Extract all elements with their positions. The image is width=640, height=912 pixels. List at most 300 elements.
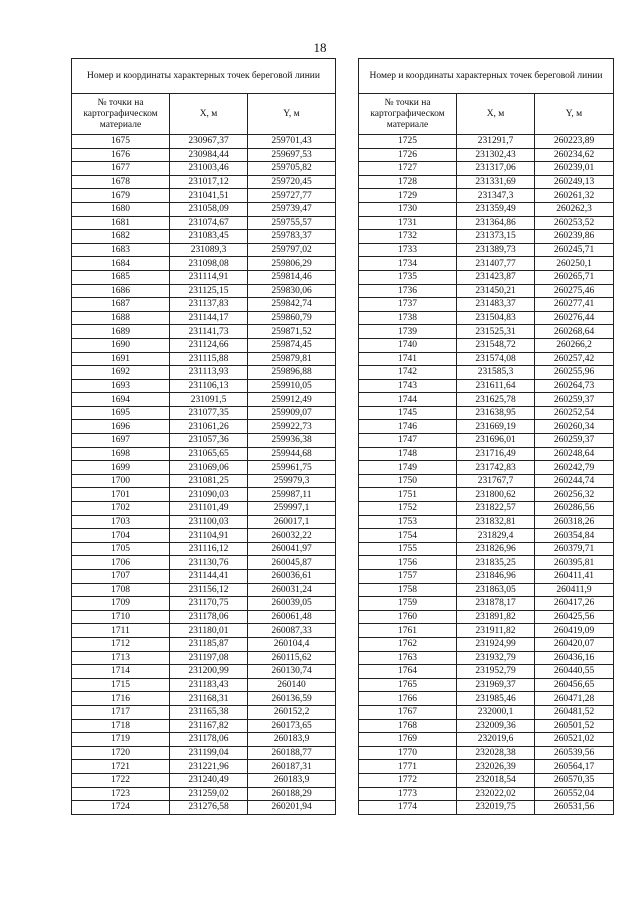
table-row [359,447,614,461]
cell-point-number: 1766 [359,692,457,706]
cell-point-number: 1686 [72,284,170,298]
cell-y-coordinate: 260265,71 [535,270,614,284]
cell-point-number: 1726 [359,148,457,162]
cell-point-number: 1759 [359,597,457,611]
table-row [72,420,336,434]
table-row [72,474,336,488]
cell-x-coordinate: 231197,08 [170,651,248,665]
cell-point-number: 1684 [72,257,170,271]
cell-y-coordinate: 260539,56 [535,746,614,760]
cell-point-number: 1774 [359,801,457,815]
table-row [72,311,336,325]
cell-y-coordinate: 260521,02 [535,733,614,747]
table-row [359,270,614,284]
cell-x-coordinate: 231302,43 [457,148,535,162]
cell-y-coordinate: 260276,44 [535,311,614,325]
cell-point-number: 1720 [72,746,170,760]
cell-y-coordinate: 260017,1 [248,515,336,529]
table-row [359,393,614,407]
cell-x-coordinate: 231504,83 [457,311,535,325]
cell-point-number: 1768 [359,719,457,733]
cell-x-coordinate: 231125,15 [170,284,248,298]
table-row [72,678,336,692]
cell-point-number: 1762 [359,637,457,651]
table-row [72,651,336,665]
table-row [359,597,614,611]
page-number: 18 [313,40,327,55]
cell-x-coordinate: 232028,38 [457,746,535,760]
cell-y-coordinate: 260041,97 [248,542,336,556]
cell-x-coordinate: 231065,65 [170,447,248,461]
table-body [359,135,614,815]
cell-y-coordinate: 260253,52 [535,216,614,230]
cell-point-number: 1724 [72,801,170,815]
cell-point-number: 1738 [359,311,457,325]
cell-point-number: 1727 [359,162,457,176]
cell-y-coordinate: 259896,88 [248,366,336,380]
cell-point-number: 1761 [359,624,457,638]
cell-y-coordinate: 259739,47 [248,202,336,216]
cell-point-number: 1715 [72,678,170,692]
table-row [72,719,336,733]
table-row [72,379,336,393]
cell-x-coordinate: 231364,86 [457,216,535,230]
cell-point-number: 1730 [359,202,457,216]
cell-point-number: 1754 [359,529,457,543]
table-row [72,461,336,475]
table-row [359,434,614,448]
cell-y-coordinate: 259705,82 [248,162,336,176]
table-row [359,570,614,584]
cell-point-number: 1705 [72,542,170,556]
cell-point-number: 1692 [72,366,170,380]
cell-x-coordinate: 231525,31 [457,325,535,339]
cell-x-coordinate: 231832,81 [457,515,535,529]
cell-x-coordinate: 231331,69 [457,175,535,189]
table-row [72,284,336,298]
cell-x-coordinate: 231074,67 [170,216,248,230]
table-row [72,665,336,679]
cell-y-coordinate: 260419,09 [535,624,614,638]
cell-point-number: 1677 [72,162,170,176]
cell-x-coordinate: 231061,26 [170,420,248,434]
table-row [359,243,614,257]
table-row [359,502,614,516]
table-row [72,502,336,516]
cell-point-number: 1750 [359,474,457,488]
table-row [359,352,614,366]
cell-point-number: 1728 [359,175,457,189]
cell-y-coordinate: 260188,77 [248,746,336,760]
cell-y-coordinate: 260471,28 [535,692,614,706]
cell-point-number: 1713 [72,651,170,665]
cell-x-coordinate: 231156,12 [170,583,248,597]
table-row [72,406,336,420]
table-row [359,175,614,189]
cell-y-coordinate: 260188,29 [248,787,336,801]
cell-y-coordinate: 260262,3 [535,202,614,216]
table-row [359,230,614,244]
cell-x-coordinate: 231100,03 [170,515,248,529]
table-row [359,379,614,393]
cell-point-number: 1763 [359,651,457,665]
cell-x-coordinate: 231089,3 [170,243,248,257]
cell-y-coordinate: 260259,37 [535,434,614,448]
table-row [72,393,336,407]
cell-point-number: 1688 [72,311,170,325]
column-header-x: X, м [457,94,535,135]
cell-y-coordinate: 260183,9 [248,773,336,787]
cell-point-number: 1696 [72,420,170,434]
table-row [72,556,336,570]
cell-point-number: 1756 [359,556,457,570]
table-row [359,787,614,801]
cell-point-number: 1732 [359,230,457,244]
cell-y-coordinate: 259783,37 [248,230,336,244]
cell-point-number: 1760 [359,610,457,624]
cell-y-coordinate: 260173,65 [248,719,336,733]
table-title: Номер и координаты характерных точек береговой линии [72,59,336,94]
cell-y-coordinate: 259842,74 [248,298,336,312]
cell-point-number: 1758 [359,583,457,597]
cell-x-coordinate: 231114,91 [170,270,248,284]
cell-y-coordinate: 259874,45 [248,338,336,352]
cell-point-number: 1729 [359,189,457,203]
table-row [72,597,336,611]
column-header-y: Y, м [535,94,614,135]
cell-y-coordinate: 260354,84 [535,529,614,543]
cell-y-coordinate: 259755,57 [248,216,336,230]
table-row [72,583,336,597]
cell-point-number: 1723 [72,787,170,801]
table-row [359,719,614,733]
cell-point-number: 1676 [72,148,170,162]
table-row [72,243,336,257]
cell-x-coordinate: 231167,82 [170,719,248,733]
cell-point-number: 1681 [72,216,170,230]
cell-point-number: 1712 [72,637,170,651]
cell-y-coordinate: 260039,05 [248,597,336,611]
table-row [359,542,614,556]
cell-y-coordinate: 259727,77 [248,189,336,203]
cell-point-number: 1739 [359,325,457,339]
column-header-y: Y, м [248,94,336,135]
cell-y-coordinate: 260417,26 [535,597,614,611]
cell-point-number: 1737 [359,298,457,312]
cell-x-coordinate: 231180,01 [170,624,248,638]
table-row [359,624,614,638]
cell-y-coordinate: 259910,05 [248,379,336,393]
cell-x-coordinate: 231144,17 [170,311,248,325]
cell-y-coordinate: 260395,81 [535,556,614,570]
cell-point-number: 1721 [72,760,170,774]
table-row [359,746,614,760]
cell-y-coordinate: 260564,17 [535,760,614,774]
cell-y-coordinate: 260140 [248,678,336,692]
table-row [359,637,614,651]
cell-point-number: 1695 [72,406,170,420]
table-row [359,366,614,380]
cell-y-coordinate: 260425,56 [535,610,614,624]
cell-x-coordinate: 231359,49 [457,202,535,216]
cell-y-coordinate: 260104,4 [248,637,336,651]
table-row [359,202,614,216]
cell-point-number: 1682 [72,230,170,244]
table-row [72,624,336,638]
cell-point-number: 1708 [72,583,170,597]
table-row [359,406,614,420]
cell-y-coordinate: 260261,32 [535,189,614,203]
cell-point-number: 1714 [72,665,170,679]
cell-x-coordinate: 231911,82 [457,624,535,638]
cell-x-coordinate: 231098,08 [170,257,248,271]
cell-point-number: 1770 [359,746,457,760]
table-row [72,637,336,651]
cell-point-number: 1742 [359,366,457,380]
cell-point-number: 1716 [72,692,170,706]
cell-x-coordinate: 231183,43 [170,678,248,692]
table-row [72,760,336,774]
cell-x-coordinate: 230967,37 [170,135,248,149]
cell-x-coordinate: 231137,83 [170,298,248,312]
cell-y-coordinate: 260264,73 [535,379,614,393]
cell-x-coordinate: 231057,36 [170,434,248,448]
cell-point-number: 1697 [72,434,170,448]
cell-y-coordinate: 260032,22 [248,529,336,543]
table-row [72,529,336,543]
cell-point-number: 1680 [72,202,170,216]
table-body [72,135,336,815]
cell-point-number: 1733 [359,243,457,257]
cell-y-coordinate: 260436,16 [535,651,614,665]
table-row [72,705,336,719]
cell-point-number: 1693 [72,379,170,393]
cell-x-coordinate: 231625,78 [457,393,535,407]
cell-x-coordinate: 231017,12 [170,175,248,189]
cell-x-coordinate: 232019,6 [457,733,535,747]
cell-x-coordinate: 231221,96 [170,760,248,774]
cell-y-coordinate: 260045,87 [248,556,336,570]
cell-x-coordinate: 231548,72 [457,338,535,352]
table-row [72,298,336,312]
cell-x-coordinate: 232009,36 [457,719,535,733]
cell-x-coordinate: 231291,7 [457,135,535,149]
cell-y-coordinate: 259830,06 [248,284,336,298]
cell-x-coordinate: 231058,09 [170,202,248,216]
cell-y-coordinate: 260257,42 [535,352,614,366]
cell-point-number: 1751 [359,488,457,502]
cell-x-coordinate: 231924,99 [457,637,535,651]
cell-point-number: 1702 [72,502,170,516]
cell-point-number: 1707 [72,570,170,584]
cell-y-coordinate: 259797,02 [248,243,336,257]
table-row [72,733,336,747]
cell-point-number: 1744 [359,393,457,407]
cell-y-coordinate: 260552,04 [535,787,614,801]
cell-x-coordinate: 231115,88 [170,352,248,366]
cell-point-number: 1675 [72,135,170,149]
cell-point-number: 1678 [72,175,170,189]
cell-x-coordinate: 231113,93 [170,366,248,380]
cell-x-coordinate: 231800,62 [457,488,535,502]
cell-point-number: 1745 [359,406,457,420]
left-coordinates-table [71,58,336,815]
table-row [359,257,614,271]
cell-point-number: 1736 [359,284,457,298]
cell-y-coordinate: 260201,94 [248,801,336,815]
cell-y-coordinate: 260187,31 [248,760,336,774]
table-row [72,610,336,624]
cell-y-coordinate: 259961,75 [248,461,336,475]
table-row [72,230,336,244]
cell-x-coordinate: 231168,31 [170,692,248,706]
cell-y-coordinate: 259979,3 [248,474,336,488]
cell-y-coordinate: 260268,64 [535,325,614,339]
table-row [359,148,614,162]
table-row [359,692,614,706]
table-row [72,189,336,203]
cell-x-coordinate: 231101,49 [170,502,248,516]
cell-x-coordinate: 231141,73 [170,325,248,339]
table-row [72,162,336,176]
cell-x-coordinate: 231081,25 [170,474,248,488]
cell-y-coordinate: 260411,9 [535,583,614,597]
table-row [359,162,614,176]
cell-point-number: 1767 [359,705,457,719]
table-row [359,665,614,679]
cell-x-coordinate: 232022,02 [457,787,535,801]
table-row [359,515,614,529]
cell-x-coordinate: 231124,66 [170,338,248,352]
cell-x-coordinate: 231373,15 [457,230,535,244]
table-row [72,488,336,502]
table-row [72,325,336,339]
cell-x-coordinate: 232000,1 [457,705,535,719]
cell-x-coordinate: 231826,96 [457,542,535,556]
cell-y-coordinate: 260061,48 [248,610,336,624]
cell-y-coordinate: 260250,1 [535,257,614,271]
cell-y-coordinate: 259871,52 [248,325,336,339]
cell-point-number: 1747 [359,434,457,448]
cell-x-coordinate: 231144,41 [170,570,248,584]
cell-point-number: 1748 [359,447,457,461]
cell-point-number: 1746 [359,420,457,434]
table-row [359,733,614,747]
cell-point-number: 1765 [359,678,457,692]
table-row [359,298,614,312]
cell-y-coordinate: 260260,34 [535,420,614,434]
cell-x-coordinate: 231878,17 [457,597,535,611]
cell-point-number: 1734 [359,257,457,271]
cell-y-coordinate: 260130,74 [248,665,336,679]
table-row [72,257,336,271]
table-row [72,270,336,284]
cell-point-number: 1741 [359,352,457,366]
cell-y-coordinate: 260411,41 [535,570,614,584]
cell-y-coordinate: 260239,01 [535,162,614,176]
cell-x-coordinate: 231259,02 [170,787,248,801]
cell-point-number: 1694 [72,393,170,407]
cell-y-coordinate: 259987,11 [248,488,336,502]
cell-point-number: 1698 [72,447,170,461]
cell-x-coordinate: 231185,87 [170,637,248,651]
cell-x-coordinate: 231130,76 [170,556,248,570]
table-row [359,338,614,352]
cell-x-coordinate: 231611,64 [457,379,535,393]
cell-point-number: 1769 [359,733,457,747]
table-row [359,461,614,475]
cell-x-coordinate: 231932,79 [457,651,535,665]
cell-point-number: 1749 [359,461,457,475]
cell-y-coordinate: 260570,35 [535,773,614,787]
cell-x-coordinate: 231077,35 [170,406,248,420]
table-row [72,175,336,189]
cell-x-coordinate: 231669,19 [457,420,535,434]
table-row [72,570,336,584]
cell-x-coordinate: 231829,4 [457,529,535,543]
table-row [72,202,336,216]
cell-y-coordinate: 260501,52 [535,719,614,733]
cell-x-coordinate: 231450,21 [457,284,535,298]
cell-x-coordinate: 232019,75 [457,801,535,815]
cell-x-coordinate: 232018,54 [457,773,535,787]
cell-x-coordinate: 231846,96 [457,570,535,584]
cell-y-coordinate: 260531,56 [535,801,614,815]
cell-point-number: 1755 [359,542,457,556]
cell-y-coordinate: 260152,2 [248,705,336,719]
table-row [359,705,614,719]
cell-x-coordinate: 231952,79 [457,665,535,679]
cell-x-coordinate: 231091,5 [170,393,248,407]
cell-point-number: 1725 [359,135,457,149]
cell-point-number: 1685 [72,270,170,284]
cell-y-coordinate: 260248,64 [535,447,614,461]
cell-x-coordinate: 231863,05 [457,583,535,597]
cell-point-number: 1683 [72,243,170,257]
table-row [72,216,336,230]
cell-y-coordinate: 260440,55 [535,665,614,679]
cell-point-number: 1700 [72,474,170,488]
cell-y-coordinate: 259806,29 [248,257,336,271]
table-row [72,366,336,380]
cell-x-coordinate: 231178,06 [170,610,248,624]
table-row [359,488,614,502]
cell-x-coordinate: 231165,38 [170,705,248,719]
table-row [72,447,336,461]
cell-y-coordinate: 259879,81 [248,352,336,366]
cell-point-number: 1710 [72,610,170,624]
cell-x-coordinate: 231041,51 [170,189,248,203]
cell-y-coordinate: 260223,89 [535,135,614,149]
cell-point-number: 1743 [359,379,457,393]
cell-point-number: 1731 [359,216,457,230]
cell-point-number: 1701 [72,488,170,502]
table-row [359,801,614,815]
cell-point-number: 1717 [72,705,170,719]
cell-point-number: 1719 [72,733,170,747]
cell-y-coordinate: 259909,07 [248,406,336,420]
cell-x-coordinate: 231317,06 [457,162,535,176]
cell-point-number: 1691 [72,352,170,366]
column-header-x: X, м [170,94,248,135]
cell-x-coordinate: 231178,06 [170,733,248,747]
right-coordinates-table [358,58,614,815]
cell-x-coordinate: 231106,13 [170,379,248,393]
cell-x-coordinate: 231767,7 [457,474,535,488]
table-row [359,420,614,434]
cell-x-coordinate: 231822,57 [457,502,535,516]
cell-y-coordinate: 260031,24 [248,583,336,597]
